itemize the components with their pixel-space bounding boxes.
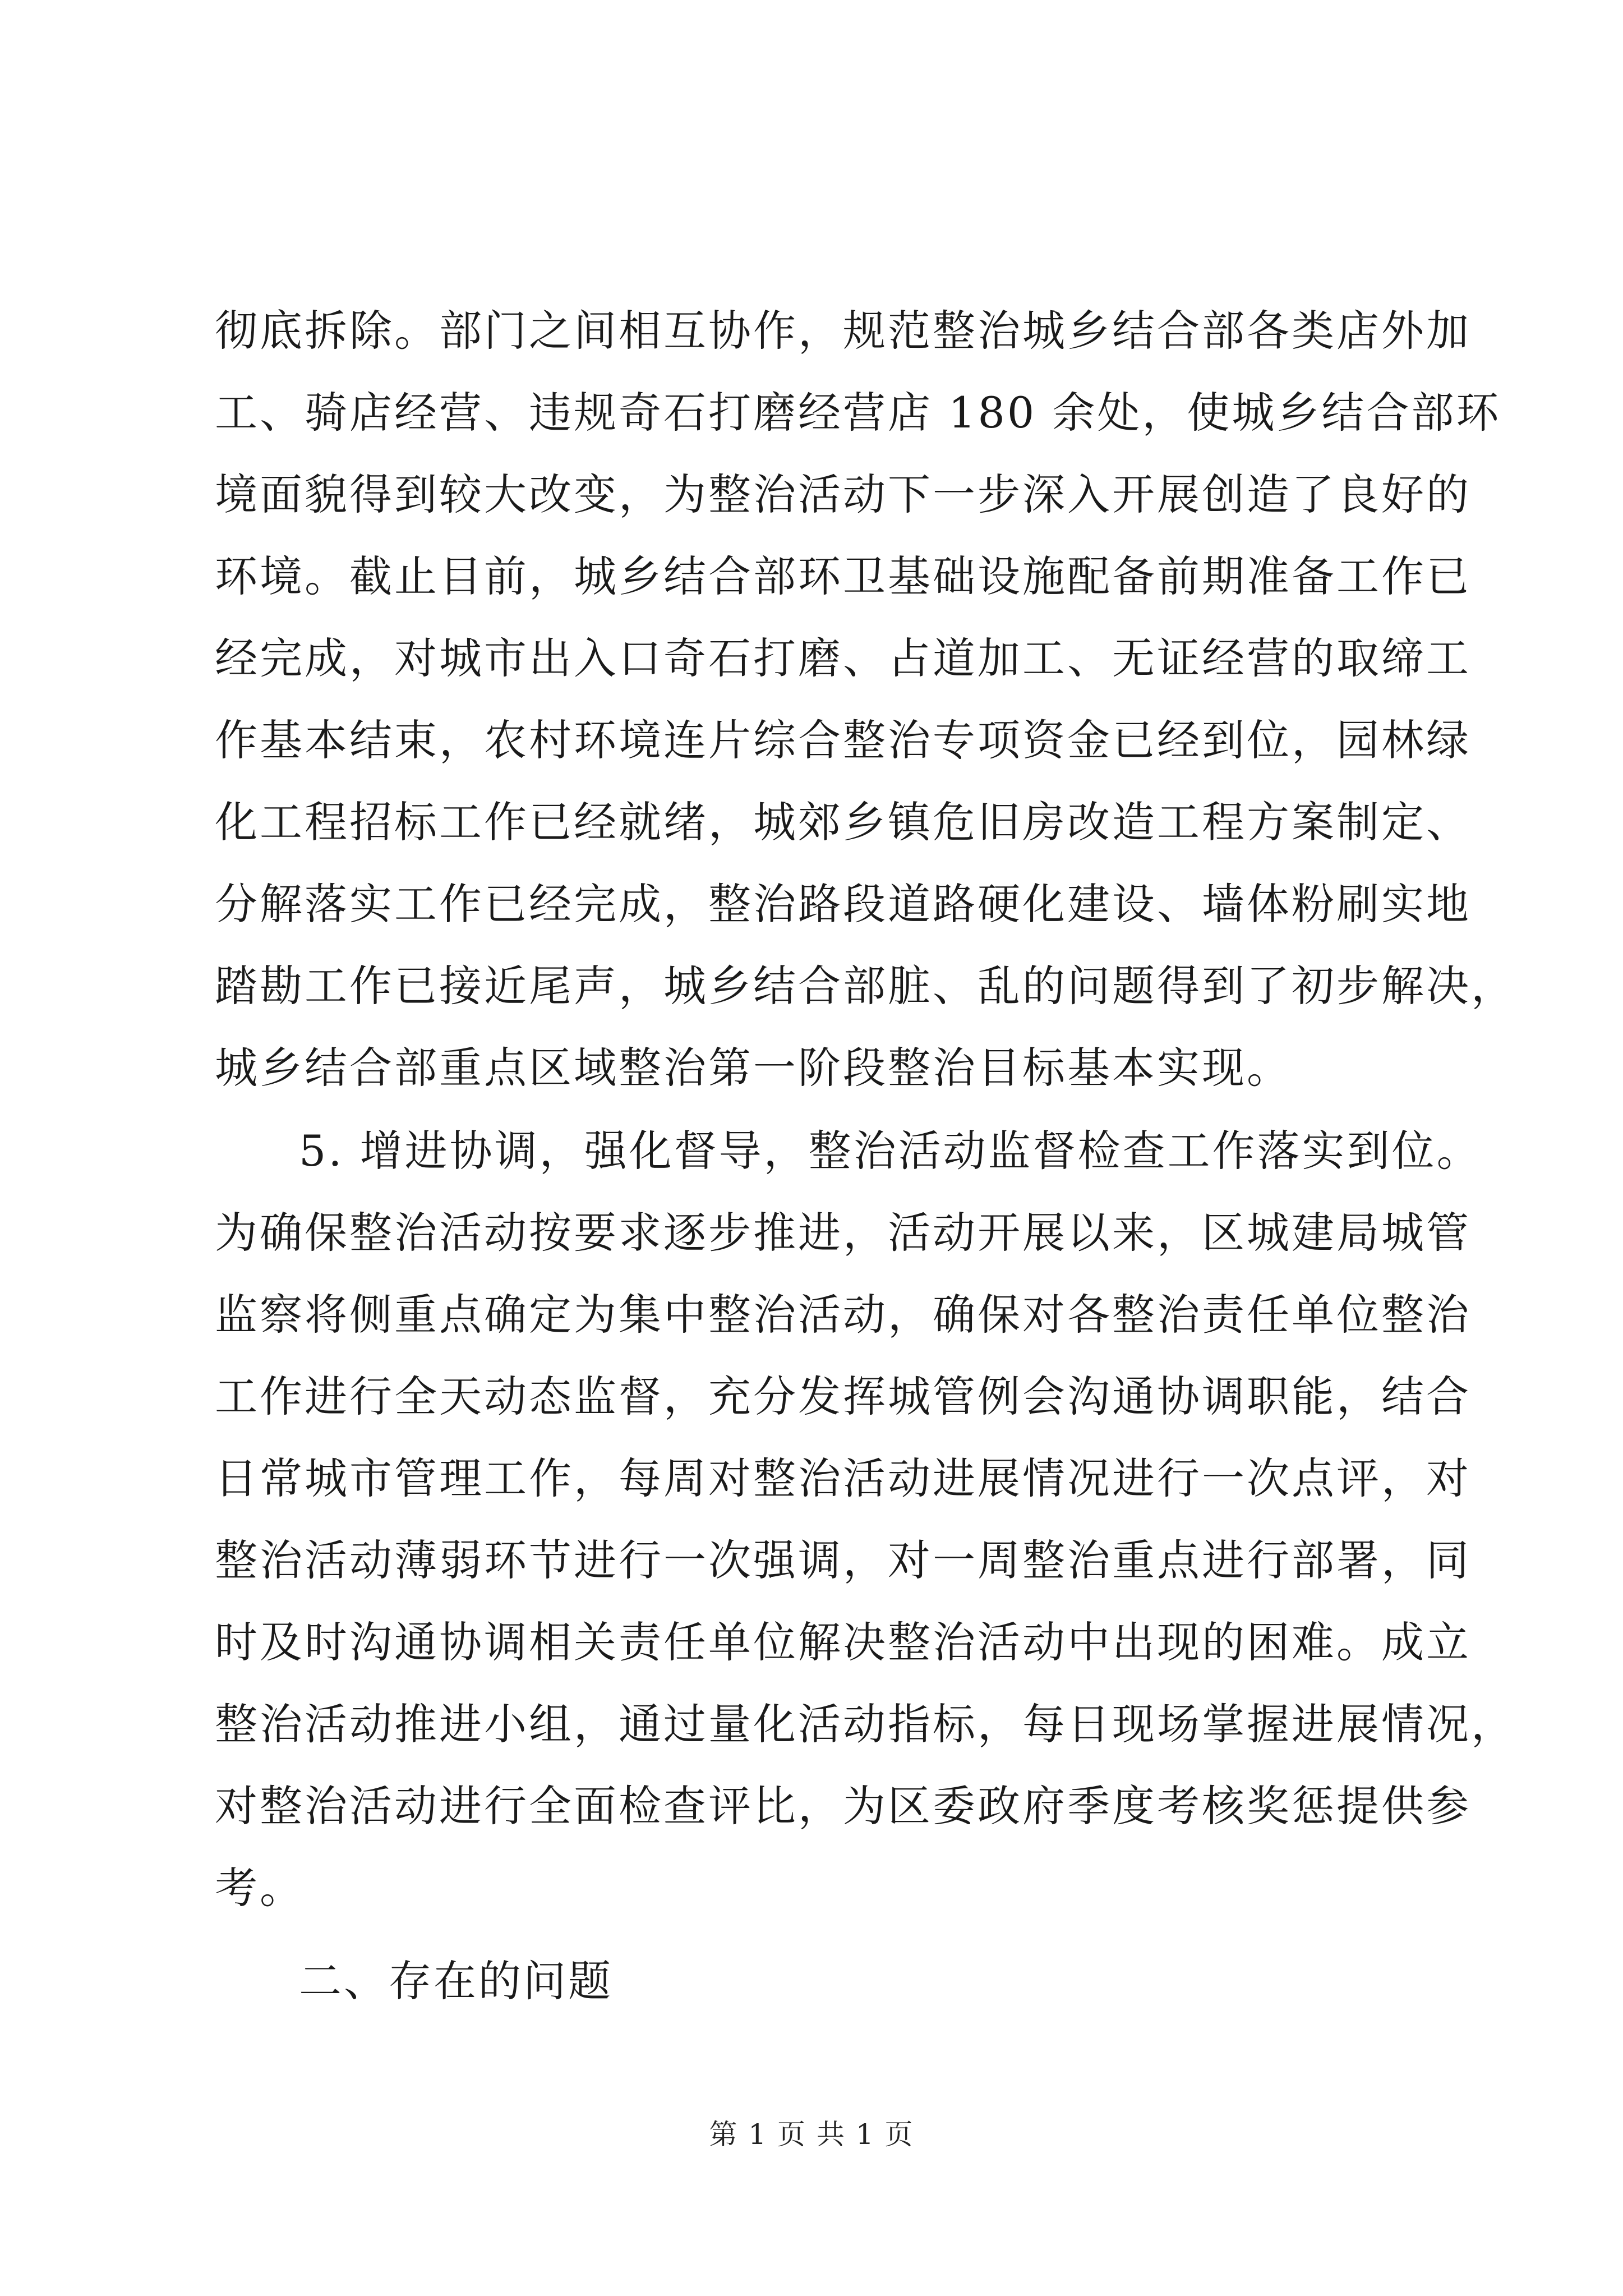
text-line: 工、骑店经营、违规奇石打磨经营店 180 余处，使城乡结合部环 [215,388,1501,438]
page-number-footer: 第 1 页 共 1 页 [709,2118,914,2151]
text-line: 时及时沟通协调相关责任单位解决整治活动中出现的困难。成立 [215,1617,1471,1667]
text-line: 考。 [215,1863,305,1913]
text-line: 城乡结合部重点区域整治第一阶段整治目标基本实现。 [215,1043,1292,1093]
text-line: 环境。截止目前，城乡结合部环卫基础设施配备前期准备工作已 [215,551,1471,601]
text-line: 工作进行全天动态监督，充分发挥城管例会沟通协调职能，结合 [215,1372,1471,1421]
section-heading: 二、存在的问题 [299,1956,613,2006]
text-line: 日常城市管理工作，每周对整治活动进展情况进行一次点评，对 [215,1453,1471,1503]
section-heading-line: 5. 增进协调，强化督导，整治活动监督检查工作落实到位。 [299,1126,1482,1176]
text-line: 分解落实工作已经完成，整治路段道路硬化建设、墙体粉刷实地 [215,879,1471,929]
text-line: 经完成，对城市出入口奇石打磨、占道加工、无证经营的取缔工 [215,633,1471,683]
text-line: 监察将侧重点确定为集中整治活动，确保对各整治责任单位整治 [215,1290,1471,1340]
text-line: 境面貌得到较大改变，为整治活动下一步深入开展创造了良好的 [215,470,1471,519]
text-line: 作基本结束，农村环境连片综合整治专项资金已经到位，园林绿 [215,715,1471,765]
text-line: 彻底拆除。部门之间相互协作，规范整治城乡结合部各类店外加 [215,306,1471,356]
text-line: 踏勘工作已接近尾声，城乡结合部脏、乱的问题得到了初步解决， [215,961,1516,1011]
text-line: 化工程招标工作已经就绪，城郊乡镇危旧房改造工程方案制定、 [215,797,1471,847]
text-line: 对整治活动进行全面检查评比，为区委政府季度考核奖惩提供参 [215,1781,1471,1831]
text-line: 为确保整治活动按要求逐步推进，活动开展以来，区城建局城管 [215,1208,1471,1258]
text-line: 整治活动薄弱环节进行一次强调，对一周整治重点进行部署，同 [215,1535,1471,1585]
text-line: 整治活动推进小组，通过量化活动指标，每日现场掌握进展情况， [215,1699,1516,1749]
